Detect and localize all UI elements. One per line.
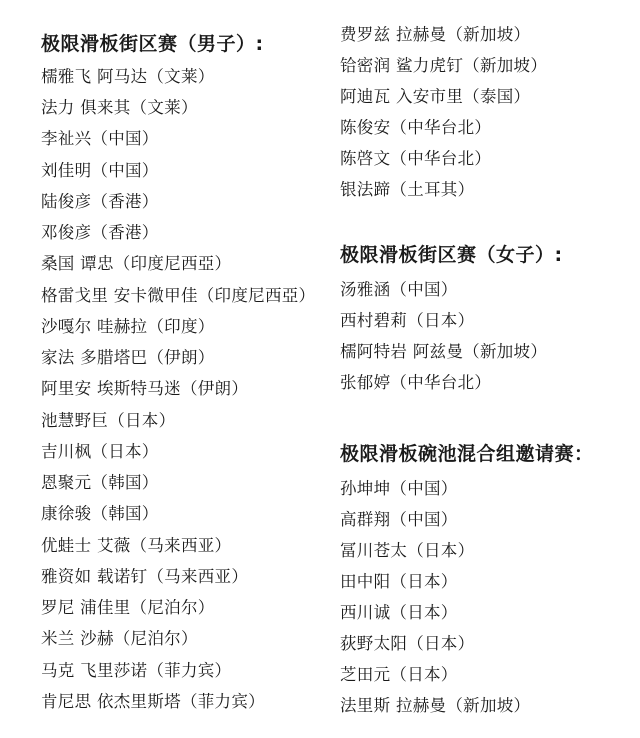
bowl-entry-5: 西川诚（日本） [340, 603, 458, 622]
men-entry-11: 阿里安 埃斯特马迷（伊朗） [41, 379, 249, 398]
bowl-entry-4: 田中阳（日本） [340, 572, 458, 591]
men-entry-19: 米兰 沙赫（尼泊尔） [41, 629, 198, 648]
men-entry-13: 吉川枫（日本） [41, 442, 159, 461]
men-entry-25: 陈俊安（中华台北） [340, 118, 492, 137]
bowl-entry-3: 冨川苍太（日本） [340, 541, 475, 560]
men-entry-18: 罗尼 浦佳里（尼泊尔） [41, 598, 215, 617]
men-entry-7: 桑国 谭忠（印度尼西亞） [41, 254, 232, 273]
bowl-entry-1: 孙坤坤（中国） [340, 479, 458, 498]
women-entry-1: 汤雅涵（中国） [340, 280, 458, 299]
men-entry-3: 李祉兴（中国） [41, 129, 159, 148]
men-entry-22: 费罗兹 拉赫曼（新加坡） [340, 25, 531, 44]
men-entry-27: 银法蹄（土耳其） [340, 180, 475, 199]
men-entry-26: 陈啓文（中华台北） [340, 149, 492, 168]
women-entry-4: 张郁婷（中华台北） [340, 373, 492, 392]
men-entry-23: 铪密润 鲨力虎钉（新加坡） [340, 56, 548, 75]
bowl-invitational-heading: 极限滑板碗池混合组邀请赛： [340, 443, 594, 465]
men-entry-17: 雅资如 载诺钉（马来西亚） [41, 567, 249, 586]
bowl-entry-8: 法里斯 拉赫曼（新加坡） [340, 696, 531, 715]
men-entry-2: 法力 俱来其（文莱） [41, 98, 198, 117]
men-entry-14: 恩聚元（韩国） [41, 473, 159, 492]
women-entry-2: 西村碧莉（日本） [340, 311, 475, 330]
women-entry-3: 檽阿特岩 阿兹曼（新加坡） [340, 342, 548, 361]
bowl-entry-7: 芝田元（日本） [340, 665, 458, 684]
men-entry-21: 肯尼思 依杰里斯塔（菲力宾） [41, 692, 265, 711]
men-entry-6: 邓俊彦（香港） [41, 223, 159, 242]
bowl-entry-2: 高群翔（中国） [340, 510, 458, 529]
men-entry-16: 优蛙士 艾薇（马来西亚） [41, 536, 232, 555]
men-entry-5: 陆俊彦（香港） [41, 192, 159, 211]
men-entry-8: 格雷戈里 安卡微甲佳（印度尼西亞） [41, 286, 316, 305]
men-entry-20: 马克 飞里莎诺（菲力宾） [41, 661, 232, 680]
men-entry-9: 沙嘎尔 哇赫拉（印度） [41, 317, 215, 336]
men-entry-24: 阿迪瓦 入安市里（泰国） [340, 87, 531, 106]
bowl-entry-6: 荻野太阳（日本） [340, 634, 475, 653]
men-street-heading: 极限滑板街区赛（男子）: [41, 33, 264, 55]
men-entry-15: 康徐骏（韩国） [41, 504, 159, 523]
men-entry-4: 刘佳明（中国） [41, 161, 159, 180]
men-entry-10: 家法 多腊塔巴（伊朗） [41, 348, 215, 367]
men-entry-12: 池慧野巨（日本） [41, 411, 176, 430]
men-entry-1: 檽雅飞 阿马达（文莱） [41, 67, 215, 86]
women-street-heading: 极限滑板街区赛（女子）: [340, 244, 563, 266]
